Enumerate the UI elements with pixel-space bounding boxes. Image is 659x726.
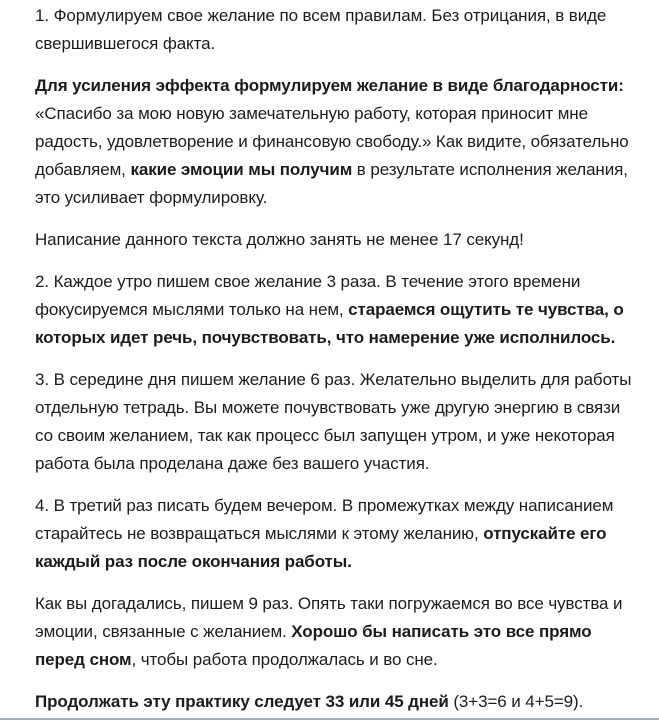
bottom-divider <box>0 718 659 720</box>
bold-text-run: стараемся ощутить те чувства, о которых идет речь, почувствовать, что намерение уже исполнилось. <box>35 300 624 347</box>
text-run: 1. Формулируем свое желание по всем правилам. Без отрицания, в виде свершившегося факта. <box>35 6 607 53</box>
text-run: 3. В середине дня пишем желание 6 раз. Желательно выделить для работы отдельную тетрадь. Вы можете почувствовать уже другую энергию в связи со своим желанием, так как процесс был запущен утром, и уже некоторая работа была проделана даже без вашего участия. <box>35 370 632 473</box>
text-run: «Спасибо за мою новую замечательную работу, которая приносит мне радость, удовлетворение и финансовую свободу.» Как видите, обязательно добавляем, <box>35 104 629 179</box>
paragraph <box>35 366 632 478</box>
bold-text-run: отпускайте его каждый раз после окончания работы. <box>35 524 607 571</box>
text-run: (3+3=6 и 4+5=9). <box>453 692 584 711</box>
paragraph <box>35 688 632 716</box>
paragraph <box>35 590 632 674</box>
paragraph <box>35 268 632 352</box>
text-run: в результате исполнения желания, это усиливает формулировку. <box>35 160 628 207</box>
paragraph <box>35 2 632 58</box>
text-run: Написание данного текста должно занять не менее 17 секунд! <box>35 230 524 249</box>
bold-text-run: Продолжать эту практику следует 33 или 45 дней <box>35 692 454 711</box>
text-run: 4. В третий раз писать будем вечером. В промежутках между написанием старайтесь не возвращаться мыслями к этому желанию, <box>35 496 614 543</box>
text-run: , чтобы работа продолжалась и во сне. <box>131 650 438 669</box>
paragraph <box>35 492 632 576</box>
bold-text-run: Для усиления эффекта формулируем желание в виде благодарности: <box>35 76 624 95</box>
text-run: Как вы догадались, пишем 9 раз. Опять таки погружаемся во все чувства и эмоции, связанные с желанием. <box>35 594 623 641</box>
paragraph <box>35 72 632 212</box>
text-run: 2. Каждое утро пишем свое желание 3 раза. В течение этого времени фокусируемся мыслями только на нем, <box>35 272 581 319</box>
bold-text-run: какие эмоции мы получим <box>130 160 353 179</box>
bold-text-run: Хорошо бы написать это все прямо перед сном <box>35 622 592 669</box>
paragraph <box>35 226 632 254</box>
